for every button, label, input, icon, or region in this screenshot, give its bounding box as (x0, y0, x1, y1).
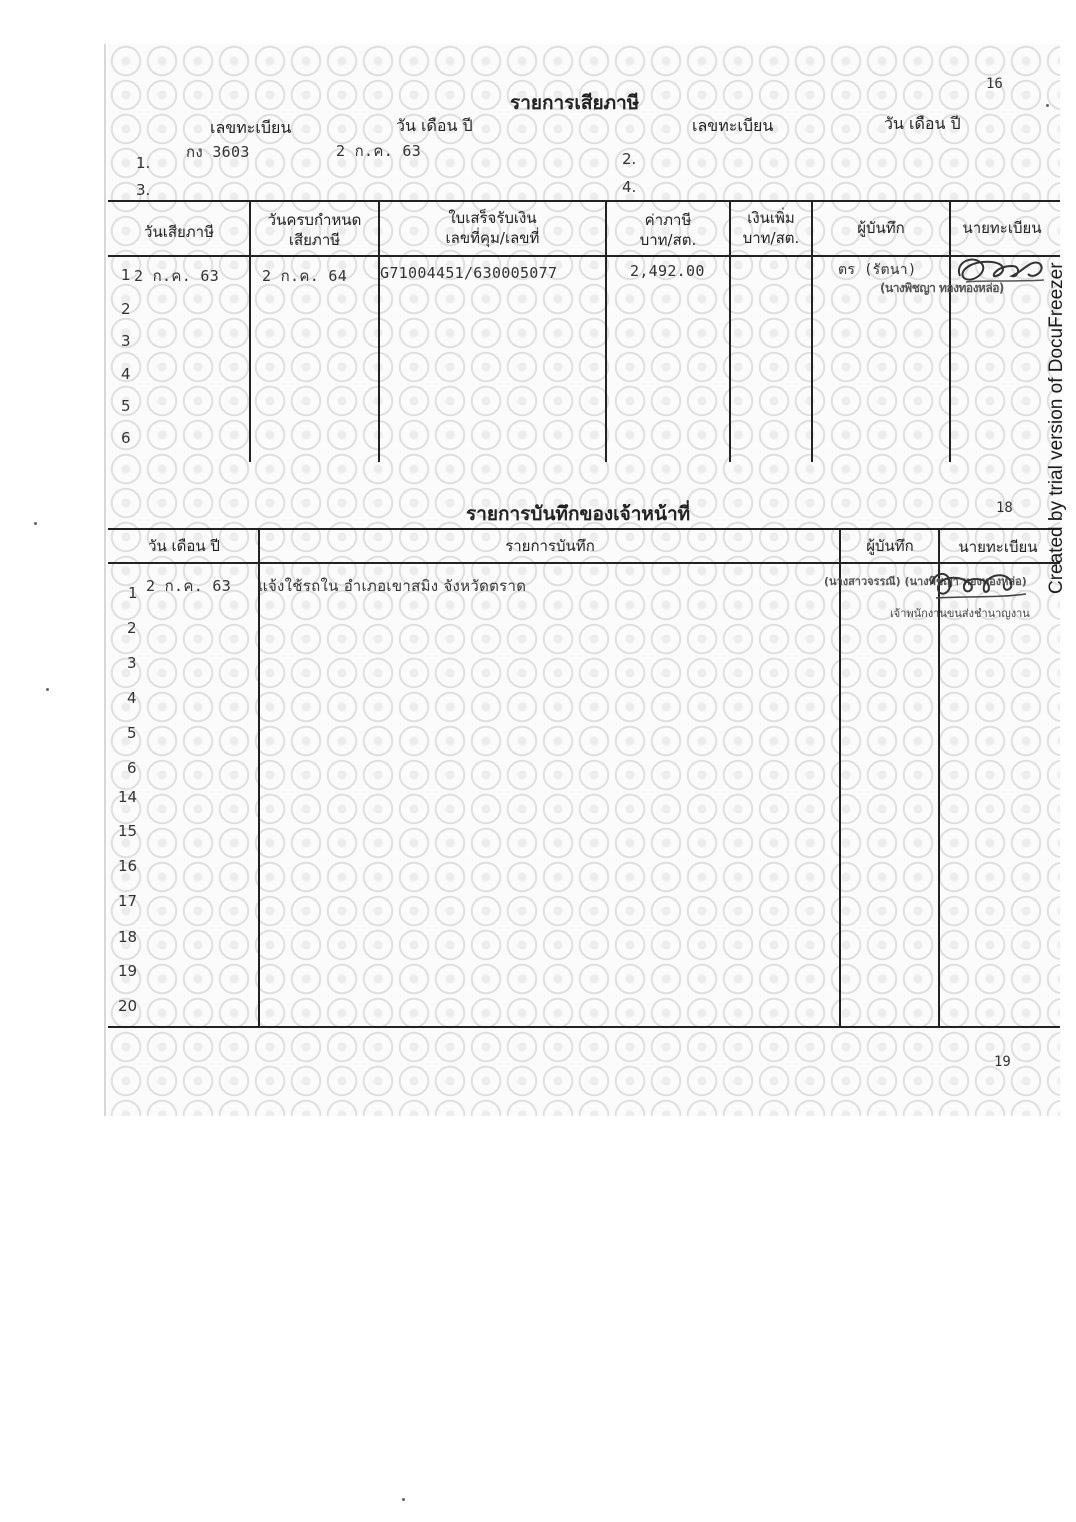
officer-col-divider (839, 528, 841, 1028)
officer-row-number: 19 (118, 962, 138, 980)
tax-col-divider (729, 200, 731, 462)
tax-col-header-pay-date: วันเสียภาษี (144, 223, 214, 241)
page-number-top: 16 (986, 76, 1003, 92)
page-left-edge (104, 44, 106, 1116)
officer-section-title: รายการบันทึกของเจ้าหน้าที่ (466, 503, 691, 525)
officer-row1-date: 2 ก.ค. 63 (146, 577, 232, 595)
officer-row-number: 16 (118, 857, 138, 875)
entry-date: 2 ก.ค. 63 (336, 142, 422, 160)
officer-table-top-border (108, 528, 1060, 530)
officer-col-header-note: รายการบันทึก (505, 537, 595, 555)
officer-table-header-border (108, 562, 1060, 564)
reg-header-left: เลขทะเบียน (210, 118, 292, 137)
tax-col-header-tax: ค่าภาษี บาท/สต. (639, 211, 697, 249)
slot-2: 2. (622, 150, 637, 168)
officer-row1-note: แจ้งใช้รถใน อำเภอเขาสมิง จังหวัดตราด (258, 577, 527, 595)
officer-col-divider (258, 528, 260, 1028)
officer-col-header-registrar: นายทะเบียน (958, 538, 1038, 556)
date-header-right: วัน เดือน ปี (884, 114, 961, 133)
officer-row-number: 2 (127, 619, 137, 637)
slot-3: 3. (136, 181, 151, 199)
officer-row-number: 14 (118, 788, 138, 806)
tax-row-number: 3 (121, 332, 131, 350)
scan-speck (402, 1498, 405, 1501)
tax-col-divider (249, 200, 251, 462)
officer-row-number: 20 (118, 997, 138, 1015)
officer-row-number: 1 (128, 584, 138, 602)
tax-col-divider (378, 200, 380, 462)
tax-col-header-recorder: ผู้บันทึก (857, 219, 905, 237)
tax-col-divider (605, 200, 607, 462)
reg-header-right: เลขทะเบียน (692, 116, 774, 135)
officer-table-bottom-border (108, 1026, 1060, 1028)
scan-speck (46, 688, 49, 691)
scan-speck (34, 522, 37, 525)
registrar-signature-officer (926, 562, 1036, 612)
tax-row1-pay-date: 2 ก.ค. 63 (134, 267, 220, 285)
page-number-bottom: 19 (994, 1054, 1011, 1070)
tax-section-title: รายการเสียภาษี (510, 92, 640, 114)
tax-row-number: 6 (121, 429, 131, 447)
tax-row-number: 5 (121, 397, 131, 415)
officer-row-number: 6 (127, 759, 137, 777)
officer-row1-stamp-line2: เจ้าพนักงานขนส่งชำนาญงาน (890, 607, 1030, 620)
tax-col-header-surcharge: เงินเพิ่ม บาท/สต. (742, 209, 800, 247)
date-header-left: วัน เดือน ปี (396, 116, 473, 135)
tax-col-divider (811, 200, 813, 462)
slot-1: 1. (136, 154, 151, 172)
tax-row1-recorder: ตร (รัตนา) (838, 262, 917, 278)
officer-row-number: 3 (127, 654, 137, 672)
trial-watermark: Created by trial version of DocuFreezer (1046, 262, 1067, 594)
slot-4: 4. (622, 178, 637, 196)
officer-row1-stamp-line1: (นางสาวจรรณี) (นางพิชญา ทองทองหล่อ) (824, 575, 1027, 588)
tax-row-number: 2 (121, 300, 131, 318)
tax-col-divider (949, 200, 951, 462)
scan-speck (1046, 104, 1049, 107)
tax-row1-recorder-stamp: (นางพิชญา ทองทองหล่อ) (880, 281, 1004, 295)
tax-row1-due-date: 2 ก.ค. 64 (262, 267, 348, 285)
officer-col-header-recorder: ผู้บันทึก (866, 537, 914, 555)
tax-row-number: 1 (121, 266, 131, 284)
officer-row-number: 4 (127, 689, 137, 707)
tax-row-number: 4 (121, 365, 131, 383)
officer-col-header-date: วัน เดือน ปี (148, 537, 220, 555)
tax-row1-receipt: G71004451/630005077 (380, 264, 558, 282)
tax-col-header-registrar: นายทะเบียน (962, 219, 1042, 237)
tax-col-header-receipt: ใบเสร็จรับเงิน เลขที่คุม/เลขที่ (445, 209, 540, 247)
officer-row-number: 17 (118, 892, 138, 910)
officer-row-number: 15 (118, 822, 138, 840)
page-number-middle: 18 (996, 500, 1013, 516)
entry-plate: กง 3603 (186, 143, 250, 161)
officer-row-number: 18 (118, 928, 138, 946)
tax-row1-tax: 2,492.00 (630, 262, 705, 280)
officer-row-number: 5 (127, 724, 137, 742)
tax-col-header-due-date: วันครบกำหนด เสียภาษี (267, 211, 362, 249)
